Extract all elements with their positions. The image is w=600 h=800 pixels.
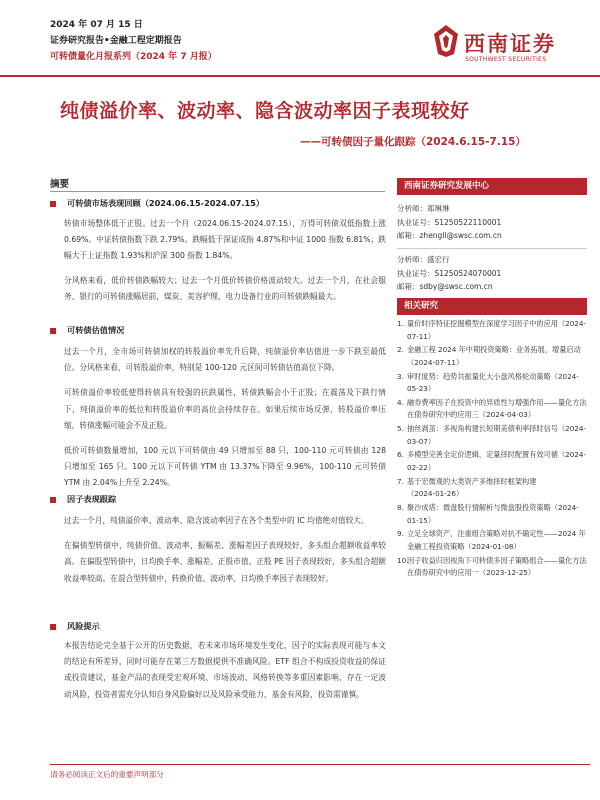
brand-logo [432, 22, 572, 74]
paragraph: 可转债溢价率较低使得转债具有较强的抗跌属性，转债跌幅会小于正股；在震荡及下跌行情下，纯债溢价率的低位和转股溢价率的高位会持续存在。如果后续市场反弹，转股溢价率压缩，转债涨幅可能会不及正股。 [64, 388, 386, 430]
paragraph: 在偏债型转债中，纯债价值、波动率、振幅差、涨幅差因子表现较好，多头组合超额收益率较高。在偏股型转债中，日均换手率、涨幅差、正股市值、正股 PE 因子表现较好，多头组合超额收益率较高。在混合型转债中，转换价值、波动率、日均换手率因子表现较好。 [64, 541, 386, 583]
related-item-title: 量价时序特征挖掘模型在深度学习因子中的应用 [407, 319, 558, 328]
related-item-number: 7. [397, 476, 404, 486]
related-item-text [407, 423, 589, 448]
related-item-title: 立足全球资产，注重组合策略对抗不确定性——2024 年金融工程投资策略 [407, 529, 586, 551]
related-item-date: （2024-02-22） [407, 450, 587, 472]
disclaimer-note: 请务必阅读正文后的重要声明部分 [50, 770, 164, 779]
brand-mark-icon [432, 24, 460, 58]
related-item-text [407, 318, 589, 343]
related-item-date: （2023-12-25） [478, 568, 536, 578]
section-body [64, 638, 386, 703]
related-item-date: （2024-03-07） [407, 424, 587, 446]
summary-divider [50, 191, 385, 192]
related-item-text [407, 502, 589, 527]
report-subtitle: ——可转债因子量化跟踪（2024.6.15-7.15） [300, 136, 526, 148]
section-heading [50, 621, 100, 632]
related-research-item[interactable] [397, 502, 589, 527]
related-item-text [407, 344, 589, 369]
section-heading [50, 325, 124, 336]
analyst-block [397, 202, 502, 243]
related-item-date: （2024-01-26） [407, 489, 464, 499]
brand-name-en: SOUTHWEST SECURITIES [465, 56, 547, 63]
related-item-date: （2024-07-11） [407, 319, 587, 341]
square-bullet-icon [50, 624, 56, 630]
related-item-text [407, 397, 589, 422]
report-title: 纯债溢价率、波动率、隐含波动率因子表现较好 [60, 100, 470, 122]
paragraph: 本报告结论完全基于公开的历史数据，若未来市场环境发生变化，因子的实际表现可能与本文的结论有所差异，同时可能存在第三方数据提供不准确风险。ETF 组合不构成投资收益的保证或投资建议，基金产品的表现受宏观环境、市场波动、风格转换等多重因素影响，存在一定波动风险，投资者需充分认知自身风险偏好以及风险承受能力，基金有风险，投资需谨慎。 [64, 641, 386, 699]
section-heading [50, 494, 116, 505]
paragraph: 过去一个月，纯债溢价率、波动率、隐含波动率因子在各个类型中的 IC 均值绝对值较大。 [64, 516, 369, 525]
related-item-title: 多模型完善全定价逻辑，定量择时配置有效可循 [407, 450, 558, 460]
brand-name: 西南证券 [464, 31, 556, 56]
section-body [64, 344, 386, 492]
related-item-number: 6. [397, 450, 404, 460]
report-sub-series: 可转债量化月报系列（2024 年 7 月报） [50, 52, 217, 62]
institute-heading: 西南证券研究发展中心 [397, 178, 587, 195]
related-item-number: 2. [397, 345, 404, 355]
related-item-date: （2024-05-23） [407, 371, 579, 394]
analyst-email[interactable]: 邮箱：zhengll@swsc.com.cn [397, 231, 502, 240]
related-research-item[interactable] [397, 423, 589, 448]
report-series: 证券研究报告•金融工程定期报告 [50, 36, 182, 46]
related-item-date: （2024-07-11） [407, 357, 464, 367]
paragraph: 低价可转债数量增加，100 元以下可转债由 49 只增加至 88 只，100-110 元可转债由 128 只增加至 165 只。100 元以下可转债 YTM 由 13.37%下降至 9.96%，100-110 元可转债 YTM 由 2.04%上升至 2.24%。 [64, 446, 386, 488]
related-item-date: （2024-01-08） [464, 541, 521, 551]
section-body [64, 513, 386, 587]
related-research-item[interactable] [397, 371, 589, 396]
related-research-item[interactable] [397, 318, 589, 343]
section-heading-text: 可转债市场表现回顾（2024.06.15-2024.07.15） [67, 198, 265, 208]
related-item-text [407, 449, 589, 474]
analyst-divider [397, 248, 587, 249]
header-divider [0, 75, 600, 77]
square-bullet-icon [50, 328, 56, 334]
related-item-number: 8. [397, 502, 404, 512]
related-research-item[interactable] [397, 528, 589, 553]
analyst-name: 分析师：郑琳琳 [397, 204, 450, 213]
related-item-number: 3. [397, 371, 404, 381]
section-heading-text: 因子表现跟踪 [67, 494, 117, 504]
related-item-number: 4. [397, 397, 404, 407]
related-item-number: 9. [397, 529, 404, 539]
related-item-number: 5. [397, 424, 404, 434]
related-item-title: 因子收益归因视角下可转债多因子策略组合——量化方法在债券研究中的应用一 [407, 555, 587, 578]
paragraph: 转债市场整体低于正股。过去一个月（2024.06.15-2024.07.15），万得可转债双低指数上涨 0.69%。中证转债指数下跌 2.79%。跌幅低于深证成指 4.87%和中证 1000 指数 6.81%；跌幅大于上证指数 1.93%和沪深 300 指数 1.84%。 [64, 219, 386, 261]
related-item-date: （2024-01-15） [407, 502, 579, 525]
related-item-text [407, 555, 589, 580]
related-item-title: 聚沙成塔：微盘股行情解析与微盘股投资策略 [407, 502, 551, 512]
related-research-item[interactable] [397, 555, 589, 580]
square-bullet-icon [50, 201, 56, 207]
related-item-text [407, 476, 589, 501]
related-research-list [397, 318, 589, 581]
related-item-title: 金融工程 2024 年中期投资策略：业务拓展，增量启动 [407, 345, 581, 355]
related-item-date: （2024-04-03） [478, 410, 536, 420]
analyst-name: 分析师：盛宏行 [397, 255, 450, 264]
section-body [64, 216, 386, 305]
footer-divider [50, 764, 590, 765]
section-heading-text: 风险提示 [67, 621, 100, 631]
summary-heading: 摘要 [50, 179, 70, 190]
analyst-cert: 执业证号：S1250524070001 [397, 268, 502, 278]
related-item-title: 抽丝剥茧：多视角构建长短期美债利率择时信号 [407, 424, 558, 434]
square-bullet-icon [50, 497, 56, 503]
section-heading [50, 198, 264, 209]
analyst-email[interactable]: 邮箱：sdby@swsc.com.cn [397, 282, 493, 291]
related-item-text [407, 528, 589, 553]
related-item-number: 1. [397, 319, 404, 328]
related-item-title: 融券费率因子在投资中的异质性与增强作用——量化方法在债券研究中的应用三 [407, 397, 587, 420]
report-date: 2024 年 07 月 15 日 [50, 20, 143, 30]
related-research-heading: 相关研究 [397, 298, 587, 315]
related-research-item[interactable] [397, 344, 589, 369]
related-research-item[interactable] [397, 476, 589, 501]
paragraph: 过去一个月，全市场可转债加权的转股溢价率先升后降，纯债溢价率估值进一步下跌至最低位。分风格来看，可转股溢价率，特别是 100-120 元区间可转债估值高位下降。 [64, 347, 386, 373]
paragraph: 分风格来看，低价转债跌幅较大；过去一个月低价转债价格波动较大。过去一个月，在社会服务、银行的可转债涨幅居前，煤炭、美容护理、电力设备行业的可转债跌幅最大。 [64, 275, 386, 301]
related-item-title: 基于宏微观的大类资产多维择时框架构建 [407, 476, 537, 486]
analyst-cert: 执业证号：S1250522110001 [397, 217, 502, 227]
section-heading-text: 可转债估值情况 [67, 325, 125, 335]
related-research-item[interactable] [397, 449, 589, 474]
related-item-text [407, 371, 589, 396]
analyst-block [397, 253, 501, 294]
related-research-item[interactable] [397, 397, 589, 422]
related-item-number: 10. [397, 555, 409, 565]
related-item-title: 审时度势：趋势共振量化大小盘风格轮动策略 [407, 371, 551, 381]
